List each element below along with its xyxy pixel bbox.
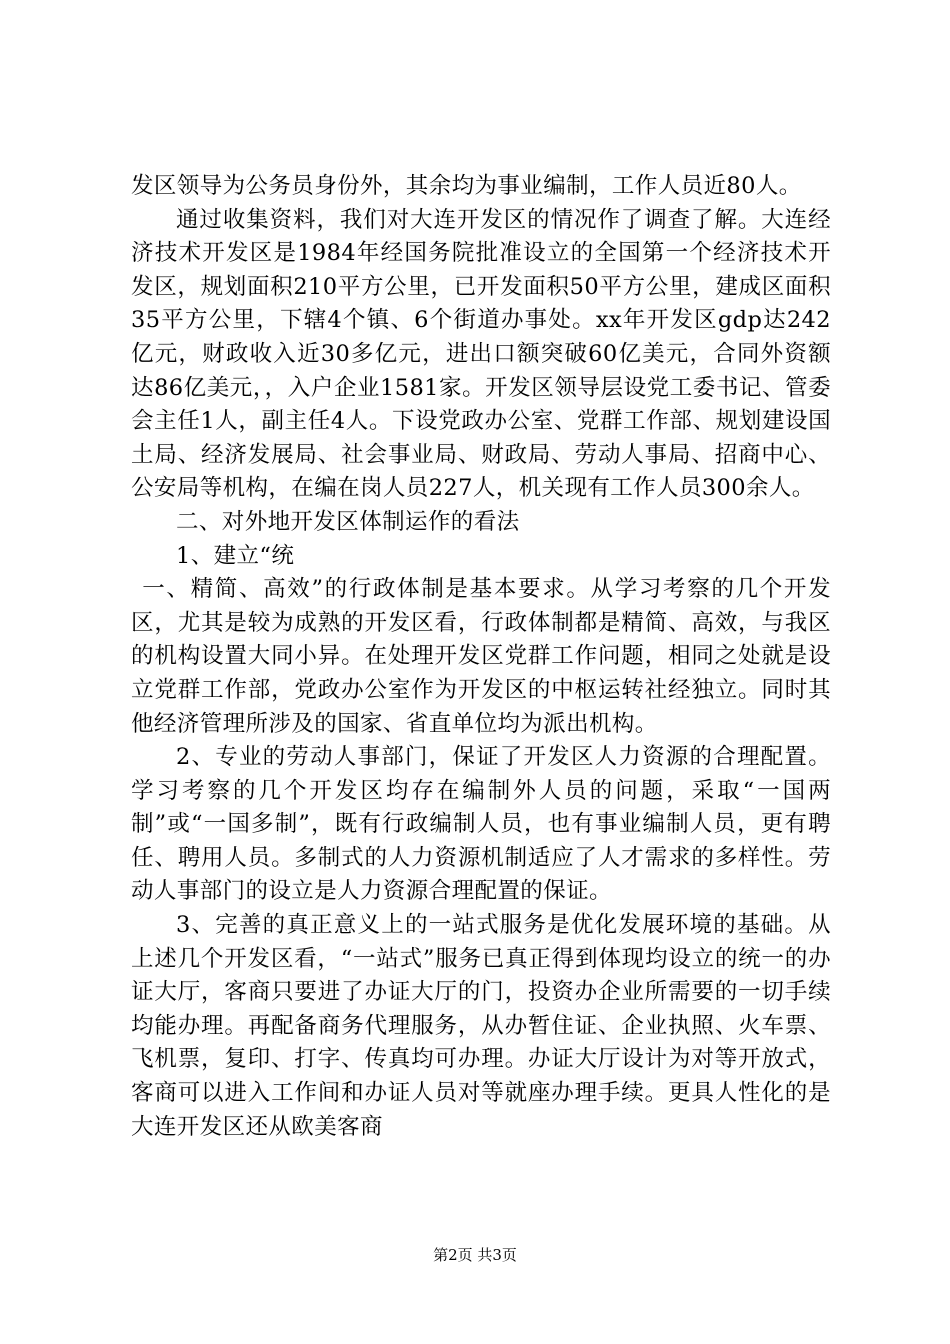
paragraph-5: 3、完善的真正意义上的一站式服务是优化发展环境的基础。从上述几个开发区看，“一站式”服务已真正得到体现均设立的统一的办证大厅，客商只要进了办证大厅的门，投资办企业所需要的一切手续均能办理。再配备商务代理服务，从办暂住证、企业执照、火车票、飞机票，复印、打字、传真均可办理。办证大厅设计为对等开放式，客商可以进入工作间和办证人员对等就座办理手续。更具人性化的是大连开发区还从欧美客商 — [131, 912, 831, 1140]
paragraph-1: 发区领导为公务员身份外，其余均为事业编制，工作人员近80人。 — [131, 173, 802, 199]
page-footer: 第2页 共3页 — [433, 1246, 517, 1264]
paragraph-3: 一、精简、高效”的行政体制是基本要求。从学习考察的几个开发区，尤其是较为成熟的开发区看，行政体制都是精简、高效，与我区的机构设置大同小异。在处理开发区党群工作问题，相同之处就是设立党群工作部，党政办公室作为开发区的中枢运转社经独立。同时其他经济管理所涉及的国家、省直单位均为派出机构。 — [131, 576, 831, 737]
section-heading: 二、对外地开发区体制运作的看法 — [176, 508, 520, 535]
paragraph-2: 通过收集资料，我们对大连开发区的情况作了调查了解。大连经济技术开发区是1984年经国务院批准设立的全国第一个经济技术开发区，规划面积210平方公里，已开发面积50平方公里，建成区面积35平方公里，下辖4个镇、6个街道办事处。xx年开发区gdp达242亿元，财政收入近30多亿元，进出口额突破60亿美元，合同外资额达86亿美元，，入户企业1581家。开发区领导层设党工委书记、管委会主任1人，副主任4人。下设党政办公室、党群工作部、规划建设国土局、经济发展局、社会事业局、财政局、劳动人事局、招商中心、公安局等机构，在编在岗人员227人，机关现有工作人员300余人。 — [131, 206, 831, 502]
paragraph-4: 2、专业的劳动人事部门，保证了开发区人力资源的合理配置。学习考察的几个开发区均存在编制外人员的问题，采取“一国两制”或“一国多制”，既有行政编制人员，也有事业编制人员，更有聘任、聘用人员。多制式的人力资源机制适应了人才需求的多样性。劳动人事部门的设立是人力资源合理配置的保证。 — [131, 744, 831, 905]
subsection-heading: 1、建立“统 — [176, 542, 295, 569]
body-text — [131, 170, 831, 1144]
